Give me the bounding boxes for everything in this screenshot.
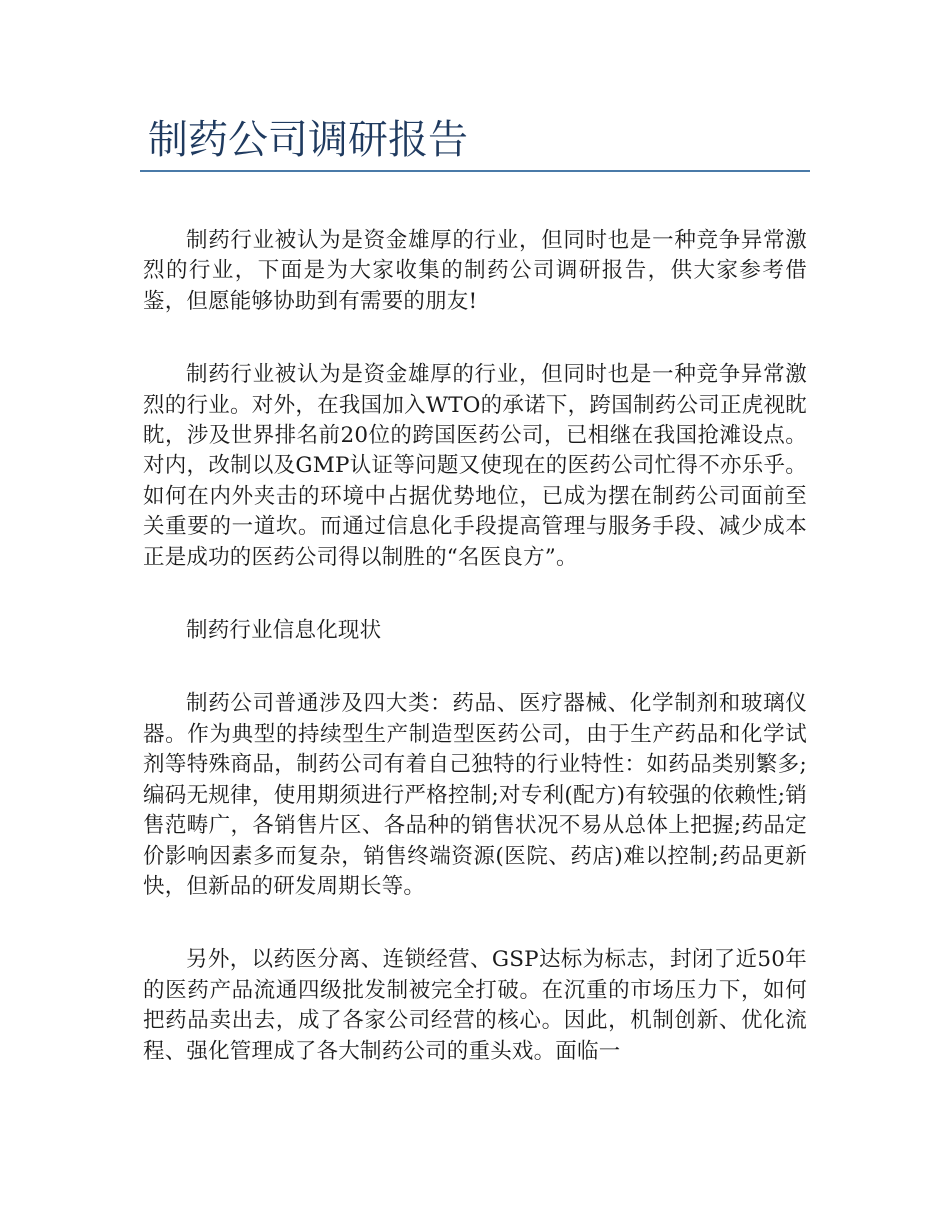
title-underline	[140, 170, 810, 172]
paragraph-industry-characteristics: 制药公司普通涉及四大类：药品、医疗器械、化学制剂和玻璃仪器。作为典型的持续型生产制造型医药公司，由于生产药品和化学试剂等特殊商品，制药公司有着自己独特的行业特性：如药品类别繁多;编码无规律，使用期须进行严格控制;对专利(配方)有较强的依赖性;销售范畴广，各销售片区、各品种的销售状况不易从总体上把握;药品定价影响因素多而复杂，销售终端资源(医院、药店)难以控制;药品更新快，但新品的研发周期长等。	[143, 691, 807, 899]
document-title: 制药公司调研报告	[148, 117, 468, 163]
section-heading: 制药行业信息化现状	[186, 618, 382, 644]
paragraph-industry-overview: 制药行业被认为是资金雄厚的行业，但同时也是一种竞争异常激烈的行业。对外，在我国加入WTO的承诺下，跨国制药公司正虎视眈眈，涉及世界排名前20位的跨国医药公司，已相继在我国抢滩设点。对内，改制以及GMP认证等问题又使现在的医药公司忙得不亦乐乎。如何在内外夹击的环境中占据优势地位，已成为摆在制药公司面前至关重要的一道坎。而通过信息化手段提高管理与服务手段、减少成本正是成功的医药公司得以制胜的“名医良方”。	[143, 362, 807, 570]
paragraph-market-pressure: 另外，以药医分离、连锁经营、GSP达标为标志，封闭了近50年的医药产品流通四级批发制被完全打破。在沉重的市场压力下，如何把药品卖出去，成了各家公司经营的核心。因此，机制创新、优化流程、强化管理成了各大制药公司的重头戏。面临一	[143, 947, 807, 1064]
paragraph-intro: 制药行业被认为是资金雄厚的行业，但同时也是一种竞争异常激烈的行业，下面是为大家收集的制药公司调研报告，供大家参考借鉴，但愿能够协助到有需要的朋友!	[143, 228, 807, 314]
document-body	[143, 226, 807, 1110]
